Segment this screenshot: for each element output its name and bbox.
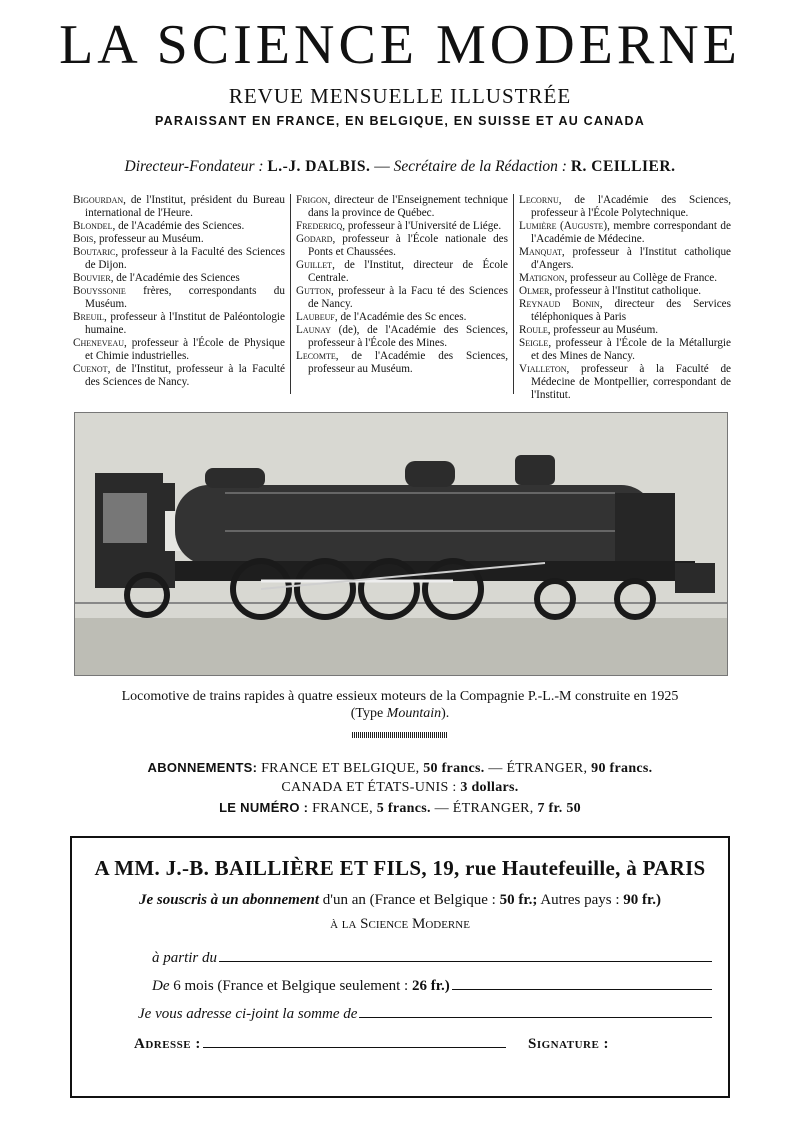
photo-caption [60,688,740,722]
committee-entry: Breuil, professeur à l'Institut de Paléontologie humaine. [73,311,285,336]
signature-field: Signature : [528,1036,610,1052]
committee-entry: Seigle, professeur à l'École de la Métallurgie et des Mines de Nancy. [519,337,731,362]
direction-line [0,158,800,176]
committee-entry: Bois, professeur au Muséum. [73,233,204,245]
form-line-2: à la Science Moderne [330,916,470,932]
committee-columns [68,194,736,401]
committee-column-1 [68,194,290,394]
direction-dash: — [374,158,390,175]
committee-entry: Frigon, directeur de l'Enseignement technique dans la province de Québec. [296,194,508,219]
locomotive-photo [74,412,728,676]
committee-entry: Olmer, professeur à l'Institut catholique. [519,285,702,297]
founder-name: L.-J. DALBIS. [267,158,371,175]
committee-entry: Matignon, professeur au Collège de France. [519,272,718,284]
committee-entry: Lumière (Auguste), membre correspondant de l'Académie de Médecine. [519,220,731,245]
committee-entry: Launay (de), de l'Académie des Sciences, professeur à l'École des Mines. [296,324,508,349]
six-month-input-line[interactable] [452,988,712,990]
committee-entry: Blondel, de l'Académie des Sciences. [73,220,245,232]
amount-field[interactable]: Je vous adresse ci-joint la somme de [138,1006,712,1023]
subtitle: REVUE MENSUELLE ILLUSTRÉE [228,84,572,108]
committee-entry: Bouyssonie frères, correspondants du Muséum. [73,285,285,310]
subscription-form [70,836,730,1098]
subscription-line-1: ABONNEMENTS: FRANCE ET BELGIQUE, 50 francs. — ÉTRANGER, 90 francs. [147,760,653,776]
committee-entry: Reynaud Bonin, directeur des Services téléphoniques à Paris [519,298,731,323]
masthead-title: LA SCIENCE MODERNE [59,14,741,76]
subscription-line-3: LE NUMÉRO : FRANCE, 5 francs. — ÉTRANGER, 7 fr. 50 [219,800,581,816]
form-title: A MM. J.-B. BAILLIÈRE ET FILS, 19, rue Hautefeuille, à PARIS [94,856,706,880]
countries-line: PARAISSANT EN FRANCE, EN BELGIQUE, EN SUISSE ET AU CANADA [155,114,645,128]
caption-type-word: Mountain [386,706,442,721]
committee-column-2 [290,194,513,394]
start-date-field[interactable]: à partir du [152,950,712,967]
committee-entry: Bigourdan, de l'Institut, président du Bureau international de l'Heure. [73,194,285,219]
caption-main: Locomotive de trains rapides à quatre essieux moteurs de la Compagnie P.-L.-M construite en 1925 [121,689,679,704]
committee-column-3 [513,194,736,401]
address-input-line[interactable] [203,1046,506,1048]
subscription-line-2: CANADA ET ÉTATS-UNIS : 3 dollars. [281,780,519,795]
committee-entry: Fredericq, professeur à l'Université de Liége. [296,220,502,232]
locomotive-illustration [75,413,727,675]
six-month-field[interactable]: De 6 mois (France et Belgique seulement : 26 fr.) [152,978,712,995]
secretary-label: Secrétaire de la Rédaction : [393,158,567,175]
committee-entry: Vialleton, professeur à la Faculté de Médecine de Montpellier, correspondant de l'Institut. [519,363,731,401]
secretary-name: R. CEILLIER. [570,158,676,175]
committee-entry: Bouvier, de l'Académie des Sciences [73,272,240,284]
committee-entry: Lecornu, de l'Académie des Sciences, professeur à l'École Polytechnique. [519,194,731,219]
committee-entry: Gutton, professeur à la Facu té des Sciences de Nancy. [296,285,508,310]
committee-entry: Lecomte, de l'Académie des Sciences, professeur au Muséum. [296,350,508,375]
committee-entry: Guillet, de l'Institut, directeur de École Centrale. [296,259,508,284]
address-field[interactable]: Adresse : [134,1036,506,1053]
form-line-1: Je souscris à un abonnement d'un an (France et Belgique : 50 fr.; Autres pays : 90 fr.) [138,892,662,908]
committee-entry: Boutaric, professeur à la Faculté des Sciences de Dijon. [73,246,285,271]
amount-input-line[interactable] [359,1016,712,1018]
committee-entry: Manquat, professeur à l'Institut catholique d'Angers. [519,246,731,271]
caption-type-close: ). [441,706,450,721]
committee-entry: Godard, professeur à l'École nationale des Ponts et Chaussées. [296,233,508,258]
committee-entry: Cheneveau, professeur à l'École de Physique et Chimie industrielles. [73,337,285,362]
committee-entry: Roule, professeur au Muséum. [519,324,659,336]
decorative-rule [352,732,448,738]
committee-entry: Cuenot, de l'Institut, professeur à la Faculté des Sciences de Nancy. [73,363,285,388]
caption-type-open: (Type [350,706,387,721]
start-date-input-line[interactable] [219,960,712,962]
committee-entry: Laubeuf, de l'Académie des Sc ences. [296,311,467,323]
founder-label: Directeur-Fondateur : [124,158,264,175]
